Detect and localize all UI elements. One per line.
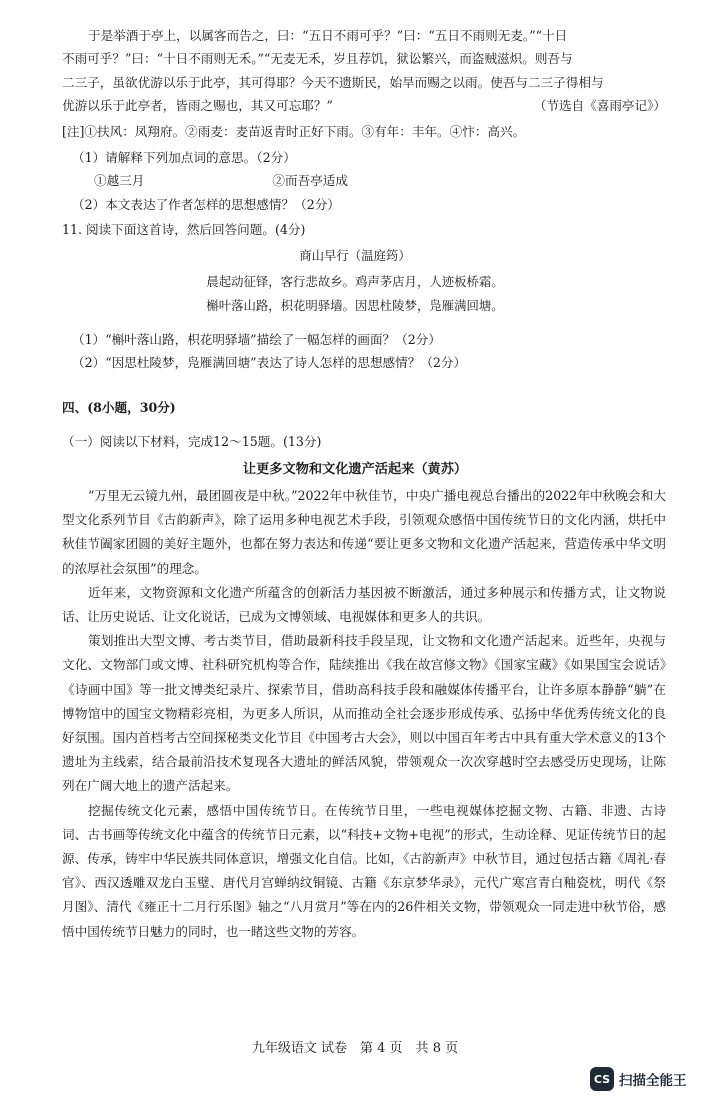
article-paragraph: 挖掘传统文化元素，感悟中国传统节日。在传统节日里，一些电视媒体挖掘文物、古籍、非遗、古诗词、古书画等传统文化中蕴含的传统节日元素，以“科技+文物+电视”的形式，生动诠释、见证传统节日的起源、传承，铸牢中华民族共同体意识，增强文化自信。比如，《古韵新声》中秋节目，通过包括古籍《周礼·春官》、西汉透雕双龙白玉璧、唐代月宫蝉纳纹铜镜、古籍《东京梦华录》，元代广寒宫青白釉瓷枕，明代《祭月图》、清代《雍正十二月行乐图》轴之“八月赏月”等在内的26件相关文物，带领观众一同走进中秋节俗，感悟中国传统节日魅力的同时，也一睹这些文物的芳容。 (62, 802, 666, 939)
prose-line: 于是举酒于亭上，以属客而告之，曰：“五日不雨可乎？”曰：“五日不雨则无麦。”“十日 (88, 28, 568, 43)
poem-line: 晨起动征铎，客行悲故乡。鸡声茅店月，人迹板桥霜。 (206, 274, 504, 289)
section-heading-block (62, 396, 666, 419)
part-instruction-block (62, 430, 666, 453)
q11-prompt: 11. 阅读下面这首诗，然后回答问题。(4分) (62, 222, 306, 237)
q10-opt1: 越三月 (106, 173, 145, 189)
poem-line: 槲叶落山路，枳花明驿墙。因思杜陵梦，凫雁满回塘。 (206, 298, 504, 313)
note-text: [注]①扶风：凤翔府。②雨麦：麦苗返青时正好下雨。③有年：丰年。④忭：高兴。 (62, 124, 526, 139)
annotation-note (62, 120, 666, 143)
q10-opt2-pre: 而吾亭 (285, 173, 323, 189)
q10-block (62, 146, 666, 216)
scanner-watermark (590, 1061, 708, 1097)
q11-subquestions (62, 328, 666, 375)
q10-sub2: （2）本文表达了作者怎样的思想感情？（2分） (72, 196, 340, 212)
article-title: 让更多文物和文化遗产活起来（黄苏） (242, 462, 468, 477)
q10-opt2-post: 成 (335, 173, 348, 189)
article-paragraph: 近年来，文物资源和文化遗产所蕴含的创新活力基因被不断激活，通过多种展示和传播方式，让文物说话、让历史说话、让文化说话，已成为文博领域、电视媒体和更多人的共识。 (62, 584, 666, 625)
watermark-label: 扫描全能王 (619, 1073, 687, 1089)
prose-line: 优游以乐于此亭者，皆雨之赐也，其又可忘耶？” (62, 98, 333, 114)
section-heading: 四、(8小题，30分) (62, 400, 176, 415)
camscanner-logo-icon: CS (590, 1067, 614, 1091)
prose-source: （节选自《喜雨亭记》） (533, 98, 666, 114)
page-footer: 九年级语文 试卷 第 4 页 共 8 页 (251, 1041, 459, 1056)
article-paragraph: “万里无云镜九州，最团圆夜是中秋。”2022年中秋佳节，中央广播电视总台播出的2022年中秋晚会和大型文化系列节目《古韵新声》，除了运用多种电视艺术手段，引领观众感悟中国传统节日的文化内涵，烘托中秋佳节阖家团圆的美好主题外，也都在努力表达和传递“要让更多文物和文化遗产活起来，营造传承中华文明的浓厚社会氛围”的理念。 (62, 488, 666, 576)
part-instruction: （一）阅读以下材料，完成12～15题。(13分) (62, 434, 322, 449)
article-paragraph: 策划推出大型文博、考古类节目，借助最新科技手段呈现，让文物和文化遗产活起来。近些年，央视与文化、文物部门或文博、社科研究机构等合作，陆续推出《我在故宫修文物》《国家宝藏》《如果国宝会说话》《诗画中国》等一批文博类纪录片、探索节目，借助高科技手段和融媒体传播平台，让许多原本静静“躺”在博物馆中的国宝文物精彩亮相，为更多人所识，从而推动全社会逐步形成传承、弘扬中华优秀传统文化的良好氛围。国内首档考古空间探秘类文化节目《中国考古大会》，则以中国百年考古中具有重大学术意义的13个遗址为主线索，结合最前沿技术复现各大遗址的鲜活风貌，带领观众一次次穿越时空去感受历史现场，让陈列在广阔大地上的遗产活起来。 (62, 633, 666, 794)
q10-opt2-dot: 适 (322, 173, 336, 189)
q10-opt1-num: ① (94, 173, 107, 189)
q10-sub1: （1）请解释下列加点词的意思。（2分） (72, 150, 296, 165)
q10-opt2-num: ② (272, 173, 285, 189)
q10-options (62, 169, 666, 192)
q11-prompt-block (62, 218, 666, 241)
prose-excerpt (62, 24, 666, 118)
q11-sub2: （2）“因思杜陵梦，凫雁满回塘”表达了诗人怎样的思想感情？（2分） (72, 355, 467, 371)
prose-last-line (62, 94, 666, 117)
prose-line: 不雨可乎？”曰：“十日不雨则无禾。”“无麦无禾，岁且荐饥，狱讼繁兴，而盗贼滋炽。则吾与 (62, 51, 573, 67)
article-body (62, 484, 666, 944)
q11-sub1: （1）“槲叶落山路，枳花明驿墙”描绘了一幅怎样的画面？（2分） (72, 332, 441, 347)
prose-line: 二三子，虽欲优游以乐于此亭，其可得耶？今天不遗斯民，始旱而赐之以雨。使吾与二三子得相与 (62, 74, 604, 90)
poem-title: 商山早行（温庭筠） (299, 248, 411, 263)
